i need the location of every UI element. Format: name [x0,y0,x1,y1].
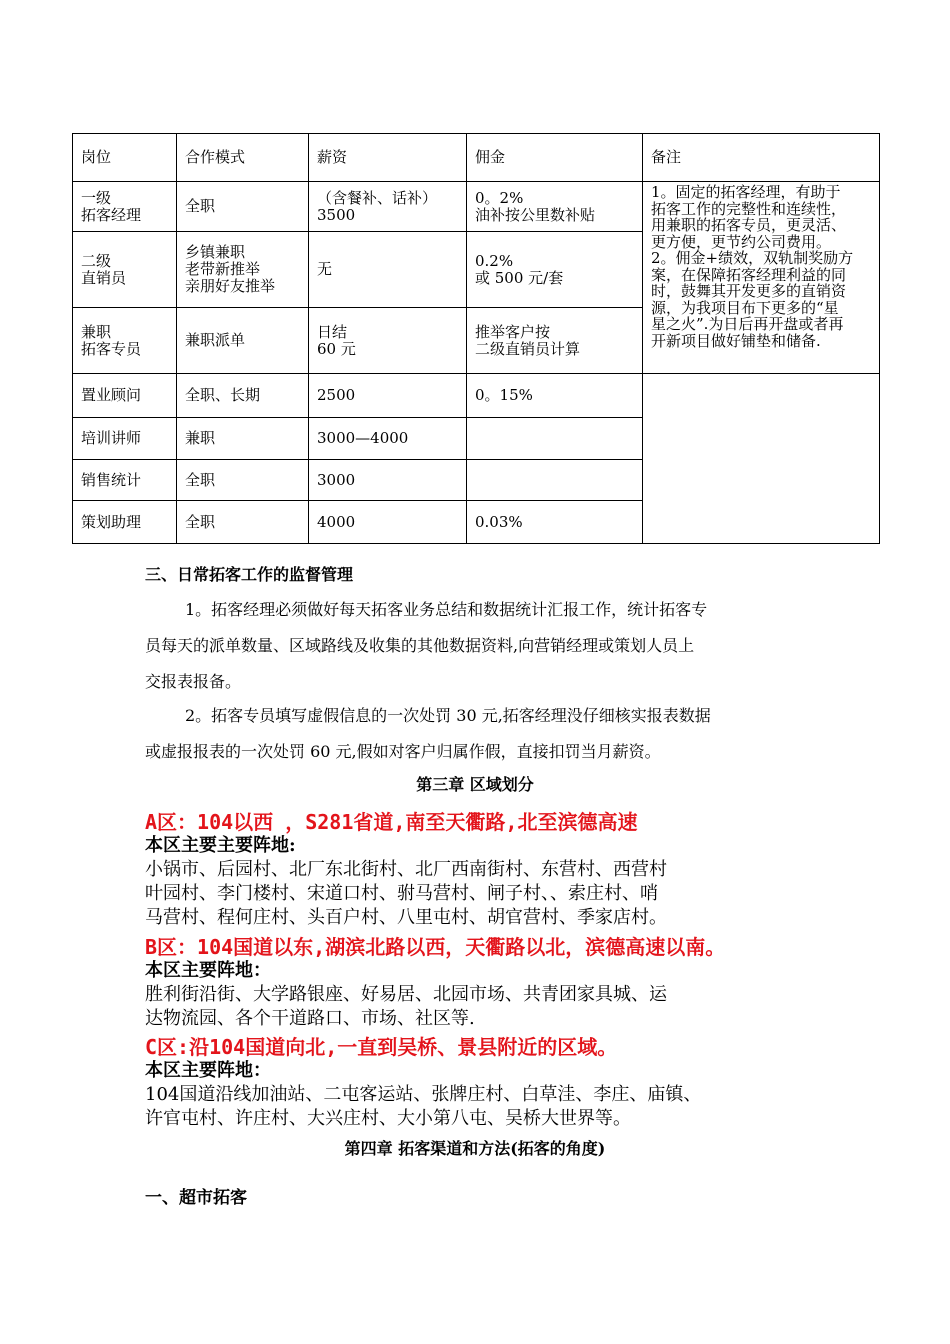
mode-cell: 全职 [177,460,309,501]
region-b: B区：104国道以东,湖滨北路以西，天衢路以北，滨德高速以南。 本区主要阵地： 胜利街沿街、大学路银座、好易居、北园市场、共青团家具城、运 达物流园、各个干道路口、市场、社区等. [145,935,835,1031]
mode-cell: 全职 [177,501,309,544]
commission-cell [467,460,643,501]
mode-cell: 全职、长期 [177,374,309,418]
region-a-title: A区：104以西 ，S281省道,南至天衢路,北至滨德高速 [145,810,638,834]
header-cell: 薪资 [309,134,467,182]
position-cell: 培训讲师 [73,418,177,460]
remarks-empty-cell [643,374,880,544]
mode-cell: 兼职 [177,418,309,460]
section-heading: 三、日常拓客工作的监督管理 [145,565,354,584]
position-cell: 兼职 拓客专员 [73,308,177,374]
region-b-title: B区：104国道以东,湖滨北路以西，天衢路以北，滨德高速以南。 [145,935,726,959]
commission-cell: 0.2% 或 500 元/套 [467,232,643,308]
mode-cell: 兼职派单 [177,308,309,374]
paragraph: 1。拓客经理必须做好每天拓客业务总结和数据统计汇报工作，统计拓客专 员每天的派单数量、区域路线及收集的其他数据资料,向营销经理或策划人员上 交报表报备。 [145,600,708,691]
commission-cell: 0。2% 油补按公里数补贴 [467,182,643,232]
header-cell: 佣金 [467,134,643,182]
region-c-title: C区:沿104国道向北,一直到吴桥、景县附近的区域。 [145,1035,618,1059]
position-cell: 置业顾问 [73,374,177,418]
commission-cell: 推举客户按 二级直销员计算 [467,308,643,374]
region-c: C区:沿104国道向北,一直到吴桥、景县附近的区域。 本区主要阵地： 104国道沿线加油站、二屯客运站、张牌庄村、白草洼、李庄、庙镇、 许官屯村、许庄村、大兴庄村、大小第八屯、吴桥大世界等。 [145,1035,835,1131]
salary-cell: 3000 [309,460,467,501]
compensation-table [72,133,880,544]
salary-cell: （含餐补、话补） 3500 [309,182,467,232]
chapter-title: 第四章 拓客渠道和方法(拓客的角度) [344,1139,606,1158]
commission-cell [467,418,643,460]
section-heading: 一、超市拓客 [145,1188,247,1208]
position-cell: 二级 直销员 [73,232,177,308]
region-a: A区：104以西 ，S281省道,南至天衢路,北至滨德高速 本区主要主要阵地: 小锅市、后园村、北厂东北街村、北厂西南街村、东营村、西营村 叶园村、李门楼村、宋道口村、驸马营村、闸子村、、索庄村、哨 马营村、程何庄村、头百户村、八里屯村、胡官营村、季家店村。 [145,810,835,930]
region-a-label: 本区主要主要阵地: [145,835,296,856]
region-b-label: 本区主要阵地： [145,960,271,981]
header-cell: 合作模式 [177,134,309,182]
position-cell: 销售统计 [73,460,177,501]
table-header-row [73,134,880,182]
remarks-cell: 1。固定的拓客经理，有助于 拓客工作的完整性和连续性， 用兼职的拓客专员，更灵活、 更方便，更节约公司费用。 2。佣金+绩效，双轨制奖励方 案，在保障拓客经理利益的同 时，鼓舞其开发更多的直销资 源，为我项目布下更多的“星 星之火”.为日后再开盘或者再 开新项目做好铺垫和储备. [643,182,880,374]
region-c-label: 本区主要阵地： [145,1060,271,1081]
mode-cell: 全职 [177,182,309,232]
salary-cell: 4000 [309,501,467,544]
mode-cell: 乡镇兼职 老带新推举 亲朋好友推举 [177,232,309,308]
commission-cell: 0。15% [467,374,643,418]
header-cell: 备注 [643,134,880,182]
table-row [73,182,880,232]
position-cell: 一级 拓客经理 [73,182,177,232]
salary-cell: 无 [309,232,467,308]
paragraph: 2。拓客专员填写虚假信息的一次处罚 30 元,拓客经理没仔细核实报表数据 或虚报报表的一次处罚 60 元,假如对客户归属作假，直接扣罚当月薪资。 [145,706,711,761]
chapter-title: 第三章 区域划分 [416,775,534,794]
table-row [73,374,880,418]
salary-cell: 3000—4000 [309,418,467,460]
position-cell: 策划助理 [73,501,177,544]
salary-cell: 2500 [309,374,467,418]
salary-cell: 日结 60 元 [309,308,467,374]
header-cell: 岗位 [73,134,177,182]
commission-cell: 0.03% [467,501,643,544]
